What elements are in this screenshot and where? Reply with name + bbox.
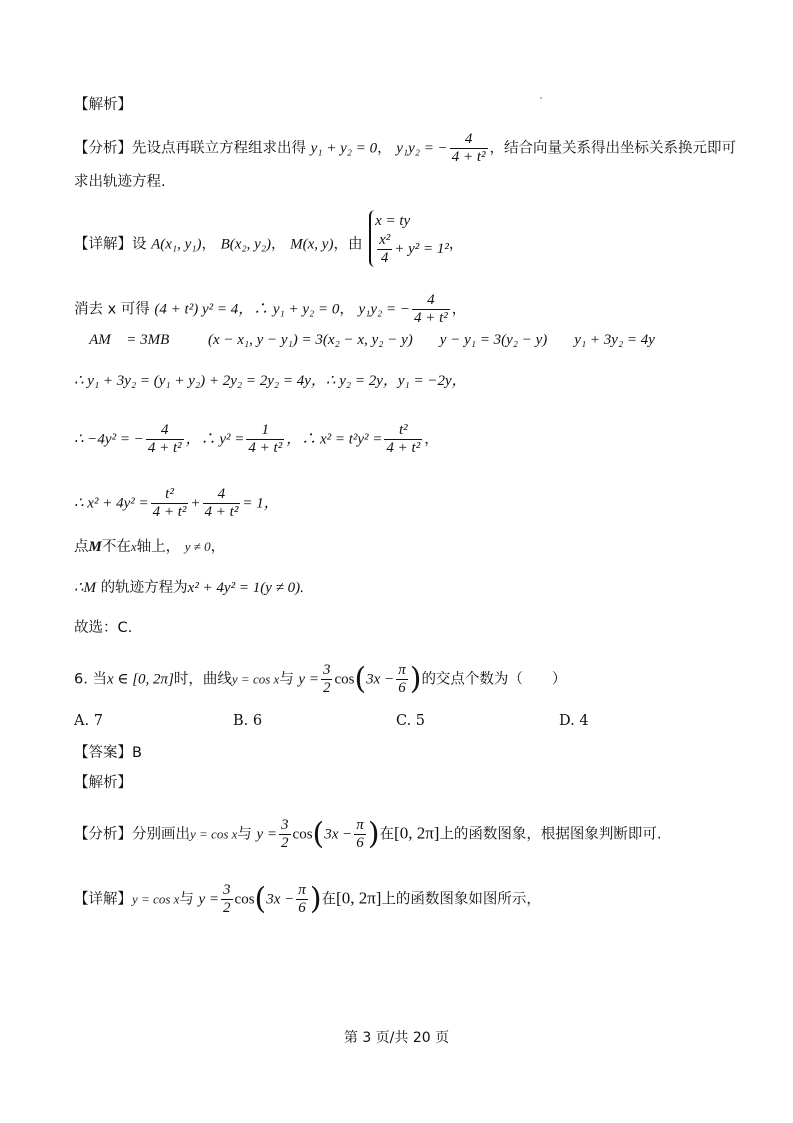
sum-equation: y₁ + y₂ = 0: [310, 140, 378, 157]
option-b: B. 6: [233, 713, 263, 729]
choice-line: 故选：C.: [74, 620, 133, 636]
analysis-line-2: 求出轨迹方程.: [74, 174, 166, 190]
option-c: C. 5: [396, 713, 426, 729]
detail-tag: 【详解】: [74, 236, 132, 253]
analysis-tag: 【分析】: [74, 140, 132, 157]
analysis-text-2: ，结合向量关系得出坐标关系换元即可: [489, 140, 737, 157]
question-6: 6. 当x ∈ [0, 2π]时，曲线y = cos x与 y = $\frac{3}{2}$ cos(3x − $\frac{\pi}{6}$ )的交点个数为（ ）: [74, 661, 567, 697]
trajectory-line: ∴M 的轨迹方程为x² + 4y² = 1(y ≠ 0).: [74, 580, 304, 596]
analysis-text: 先设点再联立方程组求出得: [132, 140, 306, 157]
vector-line: ∵ AM⃗ = 3MB⃗ ，∴(x − x₁, y − y₁) = 3(x₂ − x, y₂ − y)，∴ y − y₁ = 3(y₂ − y)，∴ y₁ + 3y₂ = 4y，: [74, 332, 667, 348]
point-b: B(x₂, y₂): [220, 236, 272, 253]
option-d: D. 4: [559, 713, 589, 729]
equation-system: [369, 210, 449, 267]
system-row-1: x = ty: [375, 213, 411, 229]
analysis-line: [74, 131, 736, 166]
separator: ，: [377, 140, 392, 157]
product-fraction: $\frac{4}{\text{4 + t²}}$: [451, 131, 486, 165]
product-equation-left: y₁y₂ = −: [396, 140, 448, 157]
system-row-2: $\frac{\text{x²}}{4}$ + y² = 1²: [379, 232, 449, 266]
point-m: M(x, y): [290, 236, 334, 253]
point-m-line: 点M不在x轴上， y ≠ 0，: [74, 539, 226, 555]
sum-line: ∴ y₁ + 3y₂ = (y₁ + y₂) + 2y₂ = 2y₂ = 4y，∴ y₂ = 2y，y₁ = −2y，: [74, 373, 467, 389]
detail-line: 【详解】设 A(x₁, y₁)， B(x₂, y₂)， M(x, y)，由 x = ty $\frac{\text{x²}}{4}$ + y² = 1² ，: [74, 222, 463, 267]
eliminate-fraction: $\frac{4}{\text{4 + t²}}$: [413, 292, 448, 326]
answer-line: 【答案】B: [74, 745, 142, 761]
domain-condition: x ∈ [0, 2π]: [106, 671, 174, 688]
point-a: A(x₁, y₁): [151, 236, 202, 253]
analysis2-line: 【分析】分别画出y = cos x与 y = $\frac{3}{2}$ cos(3x − $\frac{\pi}{6}$ )在[0, 2π]上的函数图象，根据图象判断即可.: [74, 816, 662, 852]
scan-dot: [540, 97, 542, 99]
detail2-line: 【详解】y = cos x与 y = $\frac{3}{2}$ cos(3x − $\frac{\pi}{6}$ )在[0, 2π]上的函数图象如图所示，: [74, 881, 541, 917]
option-a: A. 7: [74, 713, 103, 729]
eliminate-equation: (4 + t²) y² = 4: [154, 301, 239, 318]
page-footer: 第 3 页/共 20 页: [343, 1030, 450, 1046]
eliminate-line: 消去 x 可得 (4 + t²) y² = 4，∴ y₁ + y₂ = 0， y₁y₂ = − $\frac{4}{\text{4 + t²}}$ ，: [74, 292, 467, 326]
analysis-heading-2: 【解析】: [74, 775, 132, 791]
detail-you: ，由: [333, 236, 363, 253]
eliminate-text: 消去 x 可得: [74, 301, 150, 318]
result-line: ∴ x² + 4y² = $\frac{\text{t²}}{\text{4 + t²}}$ + $\frac{4}{\text{4 + t²}}$ = 1，: [74, 486, 279, 520]
analysis-heading: 【解析】: [74, 97, 132, 113]
trajectory-equation: x² + 4y² = 1(y ≠ 0).: [187, 580, 304, 596]
detail-text: 设: [132, 236, 147, 253]
solve-line: ∴ −4y² = − $\frac{4}{\text{4 + t²}}$ ，∴ y² = $\frac{1}{\text{4 + t²}}$ ，∴ x² = t²y² = $\frac{\text{t²}}{\text{4 + t²}}$ ，: [74, 422, 439, 456]
